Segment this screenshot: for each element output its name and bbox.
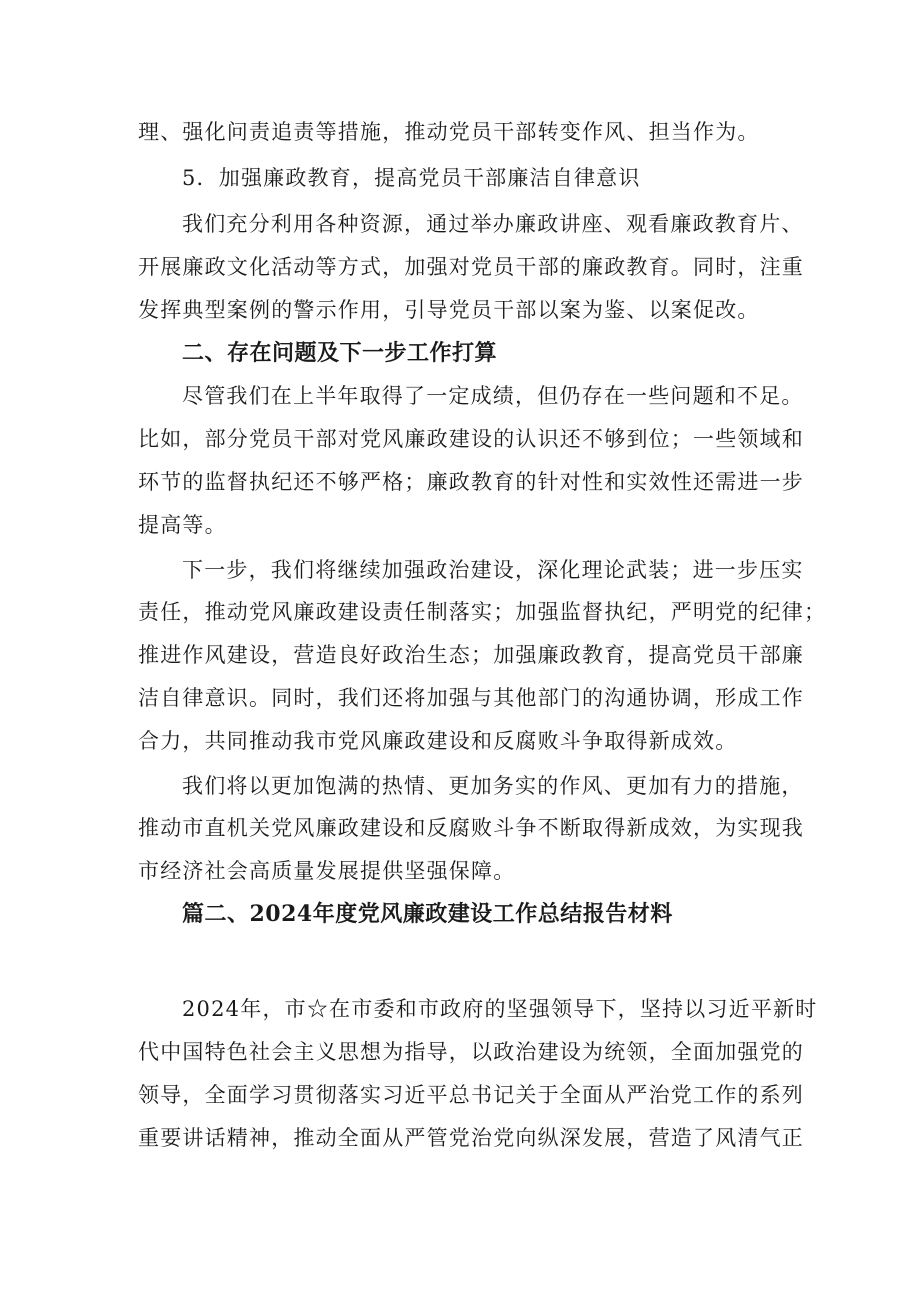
paragraph-line: 合力，共同推动我市党风廉政建设和反腐败斗争取得新成效。 [138, 729, 738, 753]
paragraph-line: 我们将以更加饱满的热情、更加务实的作风、更加有力的措施， [182, 774, 804, 798]
paragraph-line: 开展廉政文化活动等方式，加强对党员干部的廉政教育。同时，注重 [138, 255, 804, 279]
paragraph-line: 市经济社会高质量发展提供坚强保障。 [138, 859, 516, 883]
paragraph-line: 提高等。 [138, 513, 227, 537]
paragraph-line: 2024年，市☆在市委和市政府的坚强领导下，坚持以习近平新时 [182, 997, 818, 1021]
paragraph-line: 推动市直机关党风廉政建设和反腐败斗争不断取得新成效，为实现我 [138, 816, 804, 840]
paragraph-line: 比如，部分党员干部对党风廉政建设的认识还不够到位；一些领域和 [138, 427, 804, 451]
paragraph-line: 尽管我们在上半年取得了一定成绩，但仍存在一些问题和不足。 [182, 384, 804, 408]
article-title: 篇二、2024年度党风廉政建设工作总结报告材料 [182, 901, 673, 927]
paragraph-line: 发挥典型案例的警示作用，引导党员干部以案为鉴、以案促改。 [138, 298, 760, 322]
paragraph-line: 推进作风建设，营造良好政治生态；加强廉政教育，提高党员干部廉 [138, 643, 804, 667]
paragraph-line: 责任，推动党风廉政建设责任制落实；加强监督执纪，严明党的纪律； [138, 600, 827, 624]
subsection-heading: 5．加强廉政教育，提高党员干部廉洁自律意识 [182, 166, 641, 190]
paragraph-line: 洁自律意识。同时，我们还将加强与其他部门的沟通协调，形成工作 [138, 686, 804, 710]
paragraph-line: 环节的监督执纪还不够严格；廉政教育的针对性和实效性还需进一步 [138, 470, 804, 494]
paragraph-line: 下一步，我们将继续加强政治建设，深化理论武装；进一步压实 [182, 558, 804, 582]
paragraph-line: 我们充分利用各种资源，通过举办廉政讲座、观看廉政教育片、 [182, 212, 804, 236]
paragraph-line: 代中国特色社会主义思想为指导，以政治建设为统领，全面加强党的 [138, 1040, 804, 1064]
section-heading: 二、存在问题及下一步工作打算 [182, 341, 498, 366]
paragraph-line: 重要讲话精神，推动全面从严管党治党向纵深发展，营造了风清气正 [138, 1126, 804, 1150]
paragraph-line: 领导，全面学习贯彻落实习近平总书记关于全面从严治党工作的系列 [138, 1083, 804, 1107]
paragraph-line: 理、强化问责追责等措施，推动党员干部转变作风、担当作为。 [138, 120, 760, 144]
